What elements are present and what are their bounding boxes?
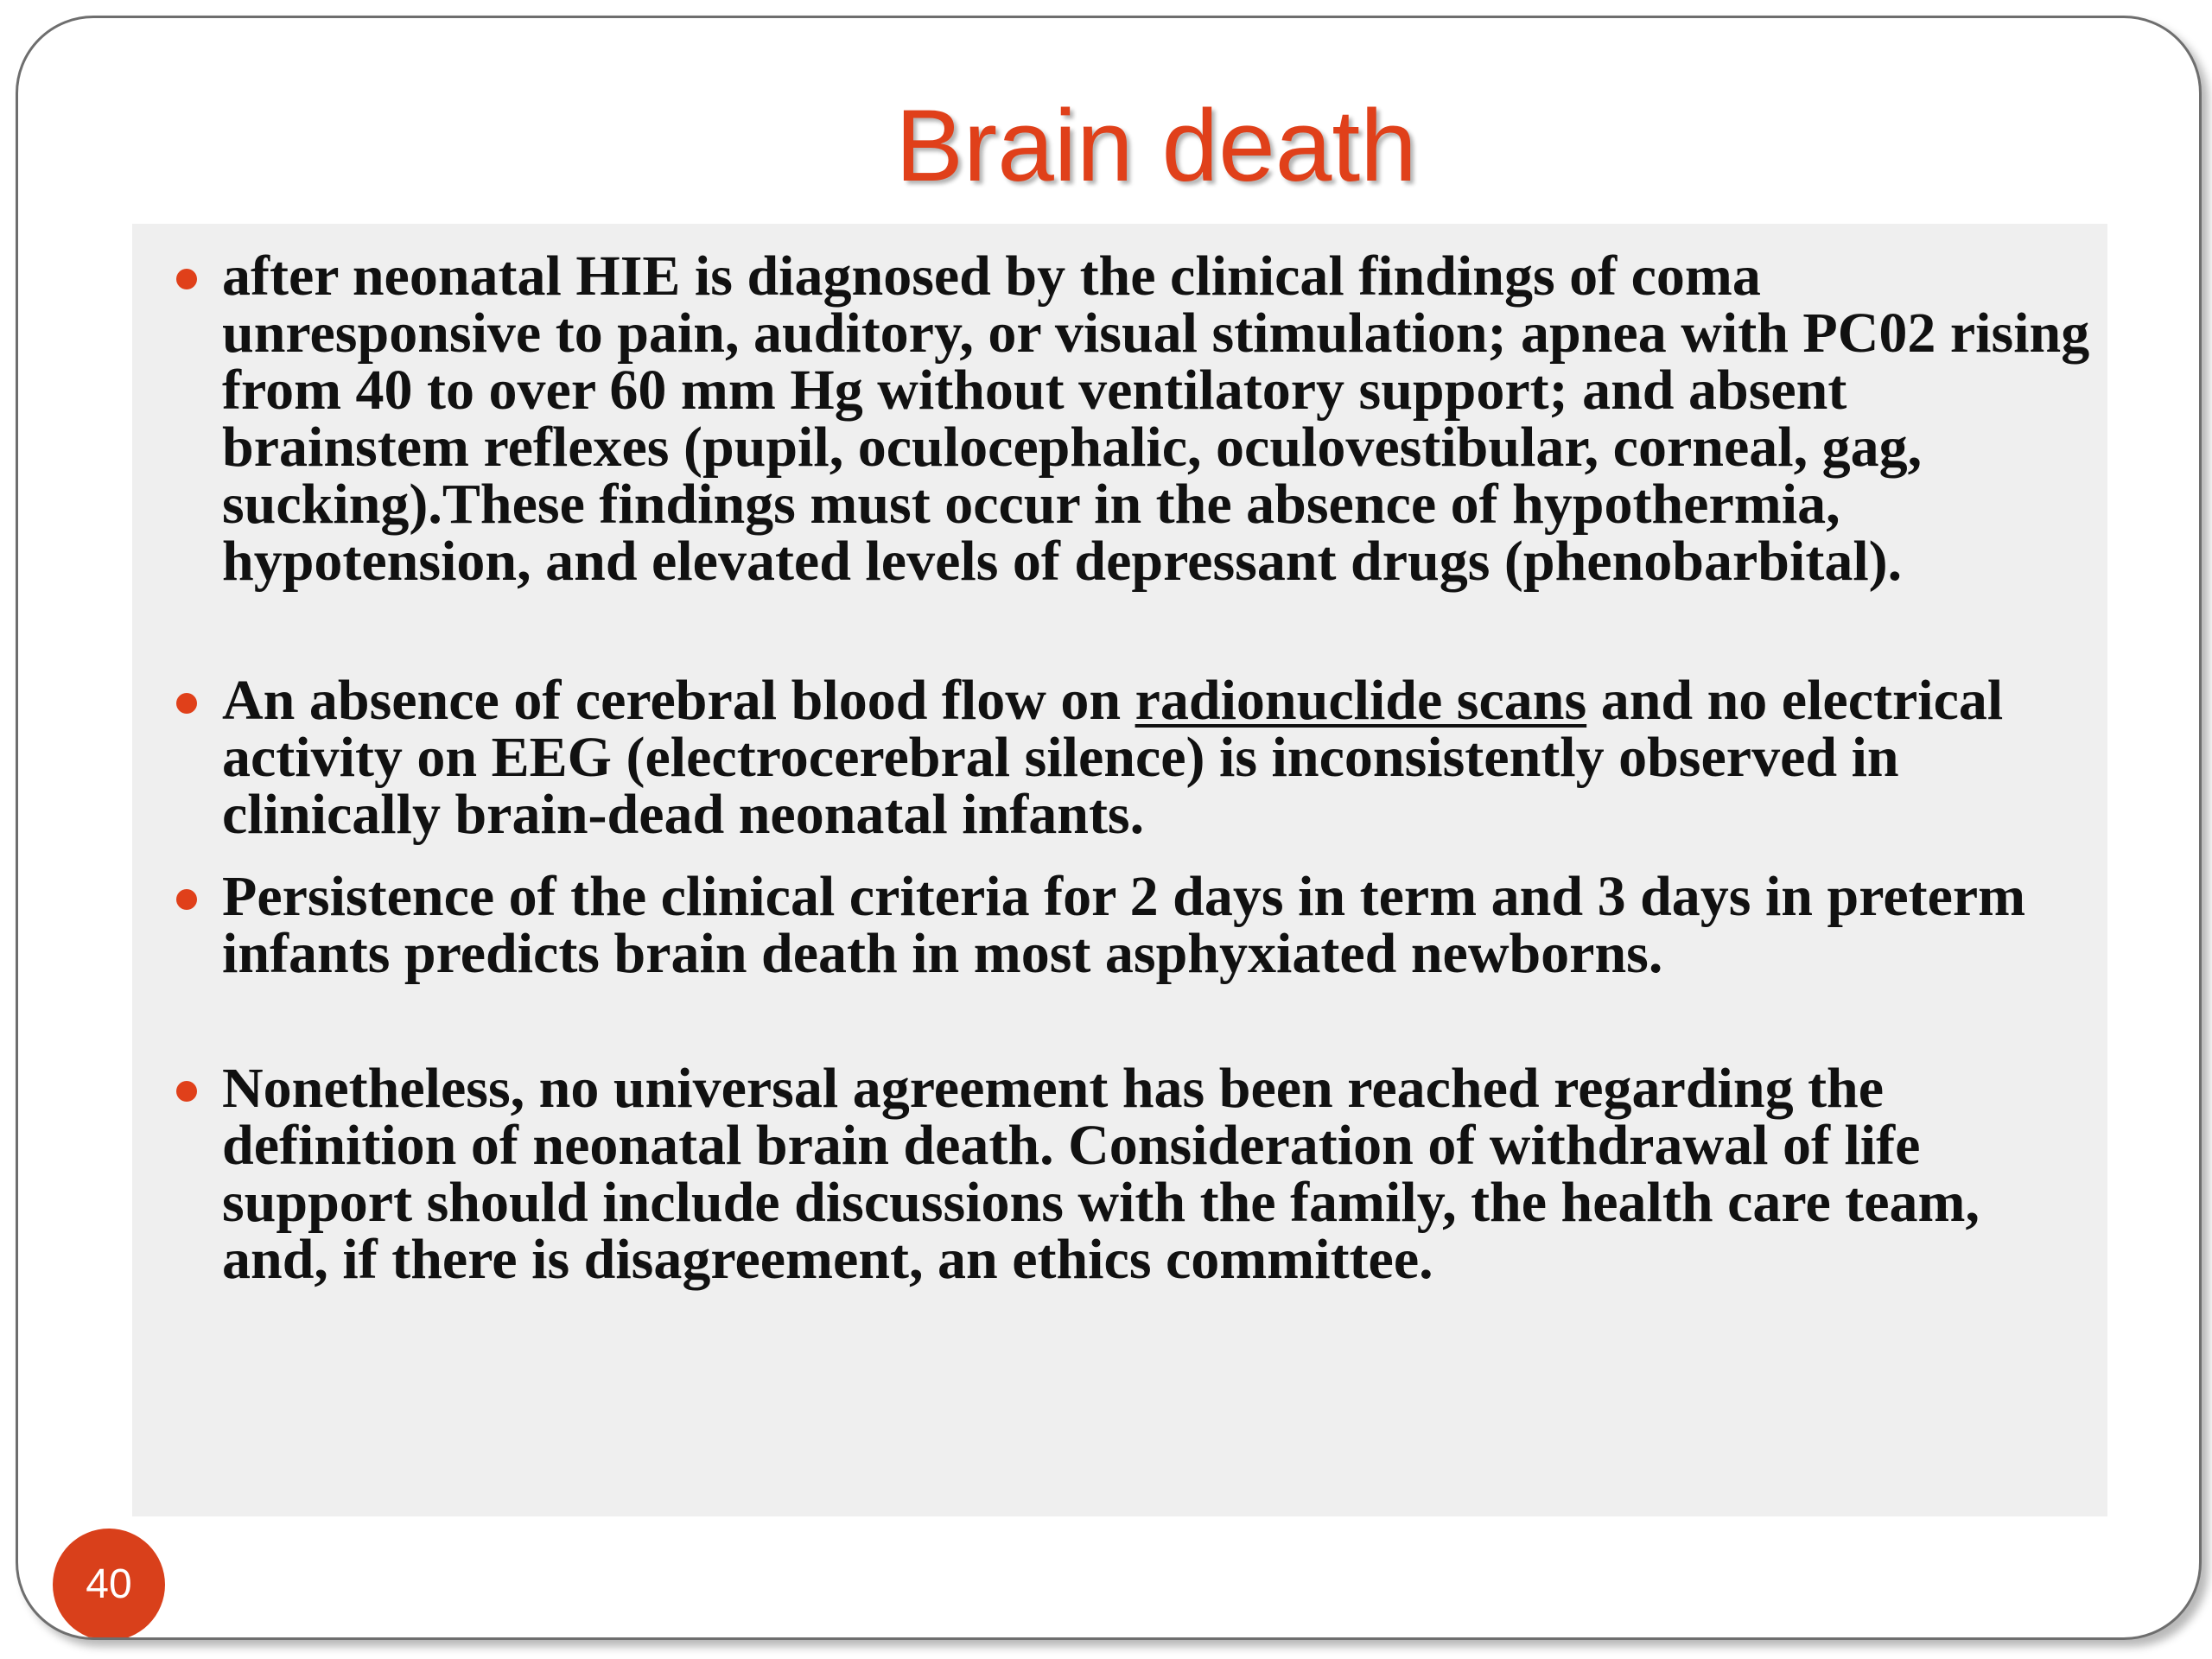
bullet-dot-icon	[176, 889, 197, 910]
bullet-text-start: An absence of cerebral blood flow on	[222, 669, 1135, 732]
bullet-dot-icon	[176, 693, 197, 714]
bullet-item	[132, 669, 2107, 846]
bullet-item	[132, 865, 2107, 985]
bullet-dot-icon	[176, 269, 197, 289]
slide	[16, 16, 2202, 1640]
bullet-text-end: and no electrical activity on EEG (electrocerebral silence) is inconsistently observed in clinically brain-dead neonatal infants.	[222, 669, 2004, 846]
content-box	[132, 224, 2107, 1516]
radionuclide-scans-link[interactable]: radionuclide scans	[1135, 669, 1587, 732]
slide-number: 40	[53, 1529, 165, 1640]
bullet-text: Persistence of the clinical criteria for 2 days in term and 3 days in preterm infants predicts brain death in most asphyxiated newborns.	[222, 865, 2026, 985]
bullet-item	[132, 245, 2107, 593]
bullet-dot-icon	[176, 1081, 197, 1102]
slide-title: Brain death	[895, 89, 1417, 203]
bullet-item	[132, 1057, 2107, 1291]
bullet-text: after neonatal HIE is diagnosed by the clinical findings of coma unresponsive to pain, auditory, or visual stimulation; apnea with PC02 rising from 40 to over 60 mm Hg without ventilatory support; and absent brainstem reflexes (pupil, oculocephalic, oculovestibular, corneal, gag, sucking).These findings must occur in the absence of hypothermia, hypotension, and elevated levels of depressant drugs (phenobarbital).	[222, 245, 2090, 593]
bullet-text: Nonetheless, no universal agreement has been reached regarding the definition of neonatal brain death. Consideration of withdrawal of life support should include discussions with the family, the health care team, and, if there is disagreement, an ethics committee.	[222, 1057, 1980, 1291]
